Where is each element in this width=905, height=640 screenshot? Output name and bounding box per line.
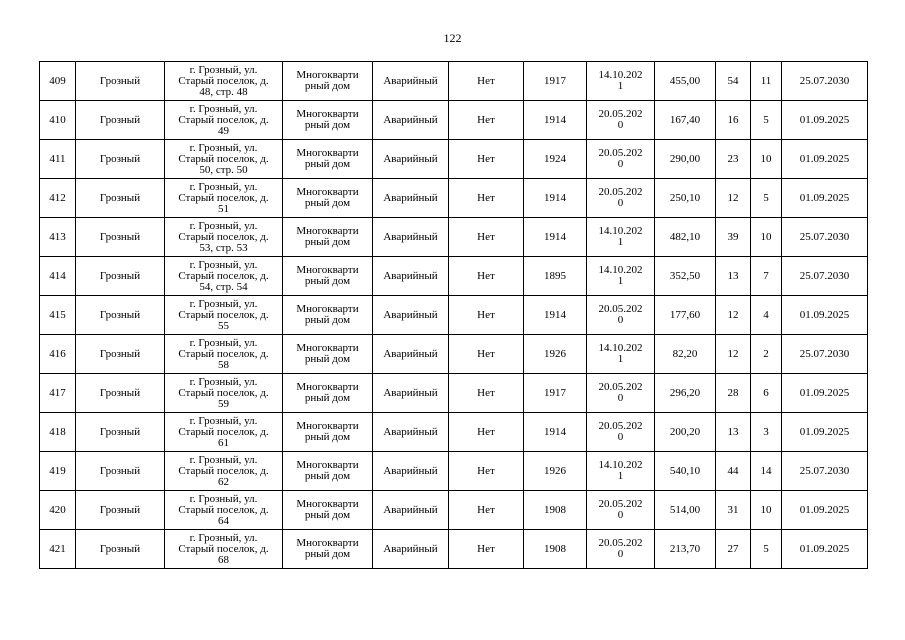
deadline-cell: 25.07.2030 bbox=[782, 257, 868, 296]
area-cell: 352,50 bbox=[655, 257, 716, 296]
table-row bbox=[40, 374, 868, 413]
address-cell-line: Старый поселок, д. bbox=[178, 74, 269, 87]
date-cell-line: 1 bbox=[617, 353, 624, 365]
date-cell-line: 20.05.202 bbox=[598, 381, 643, 393]
flag-cell: Нет bbox=[449, 374, 524, 413]
flag-cell: Нет bbox=[449, 530, 524, 569]
row-number: 418 bbox=[40, 413, 76, 452]
residents-cell: 28 bbox=[716, 374, 751, 413]
address-cell-line: г. Грозный, ул. bbox=[189, 414, 258, 427]
address-cell bbox=[165, 218, 283, 257]
area-cell: 167,40 bbox=[655, 101, 716, 140]
table-row bbox=[40, 218, 868, 257]
row-number: 411 bbox=[40, 140, 76, 179]
building-type-cell-line: Многокварти bbox=[296, 498, 359, 510]
table-row bbox=[40, 335, 868, 374]
date-cell bbox=[587, 218, 655, 257]
building-type-cell-line: Многокварти bbox=[296, 303, 359, 315]
area-cell: 177,60 bbox=[655, 296, 716, 335]
year-cell: 1908 bbox=[524, 491, 587, 530]
table-row bbox=[40, 140, 868, 179]
date-cell bbox=[587, 335, 655, 374]
date-cell-line: 0 bbox=[617, 392, 624, 404]
building-type-cell bbox=[283, 101, 373, 140]
flag-cell: Нет bbox=[449, 179, 524, 218]
building-type-cell bbox=[283, 491, 373, 530]
units-cell: 3 bbox=[751, 413, 782, 452]
units-cell: 11 bbox=[751, 62, 782, 101]
residents-cell: 13 bbox=[716, 257, 751, 296]
area-cell: 455,00 bbox=[655, 62, 716, 101]
status-cell: Аварийный bbox=[373, 257, 449, 296]
building-type-cell bbox=[283, 179, 373, 218]
residents-cell: 12 bbox=[716, 296, 751, 335]
building-type-cell-line: Многокварти bbox=[296, 420, 359, 432]
table-row bbox=[40, 491, 868, 530]
area-cell: 290,00 bbox=[655, 140, 716, 179]
flag-cell: Нет bbox=[449, 452, 524, 491]
building-type-cell bbox=[283, 218, 373, 257]
building-type-cell-line: рный дом bbox=[304, 275, 351, 287]
date-cell-line: 0 bbox=[617, 431, 624, 443]
building-type-cell-line: рный дом bbox=[304, 509, 351, 521]
date-cell-line: 20.05.202 bbox=[598, 498, 643, 510]
date-cell bbox=[587, 62, 655, 101]
building-type-cell bbox=[283, 374, 373, 413]
address-cell-line: Старый поселок, д. bbox=[178, 503, 269, 516]
address-cell bbox=[165, 257, 283, 296]
housing-registry-table bbox=[39, 61, 868, 569]
date-cell-line: 20.05.202 bbox=[598, 303, 643, 315]
address-cell-line: Старый поселок, д. bbox=[178, 425, 269, 438]
city-cell: Грозный bbox=[76, 530, 165, 569]
year-cell: 1917 bbox=[524, 62, 587, 101]
date-cell-line: 0 bbox=[617, 314, 624, 326]
building-type-cell-line: рный дом bbox=[304, 431, 351, 443]
table-row bbox=[40, 101, 868, 140]
building-type-cell bbox=[283, 257, 373, 296]
residents-cell: 31 bbox=[716, 491, 751, 530]
address-cell-line: г. Грозный, ул. bbox=[189, 375, 258, 388]
year-cell: 1914 bbox=[524, 179, 587, 218]
address-cell bbox=[165, 296, 283, 335]
city-cell: Грозный bbox=[76, 179, 165, 218]
deadline-cell: 01.09.2025 bbox=[782, 530, 868, 569]
address-cell bbox=[165, 374, 283, 413]
building-type-cell-line: рный дом bbox=[304, 197, 351, 209]
address-cell bbox=[165, 179, 283, 218]
date-cell-line: 1 bbox=[617, 275, 624, 287]
address-cell bbox=[165, 101, 283, 140]
address-cell-line: Старый поселок, д. bbox=[178, 542, 269, 555]
flag-cell: Нет bbox=[449, 218, 524, 257]
units-cell: 14 bbox=[751, 452, 782, 491]
row-number: 416 bbox=[40, 335, 76, 374]
row-number: 414 bbox=[40, 257, 76, 296]
table-row bbox=[40, 530, 868, 569]
flag-cell: Нет bbox=[449, 101, 524, 140]
status-cell: Аварийный bbox=[373, 491, 449, 530]
status-cell: Аварийный bbox=[373, 62, 449, 101]
date-cell bbox=[587, 296, 655, 335]
address-cell-line: Старый поселок, д. bbox=[178, 191, 269, 204]
row-number: 409 bbox=[40, 62, 76, 101]
address-cell-line: г. Грозный, ул. bbox=[189, 102, 258, 115]
date-cell-line: 1 bbox=[617, 470, 624, 482]
units-cell: 5 bbox=[751, 179, 782, 218]
date-cell-line: 14.10.202 bbox=[598, 459, 643, 471]
address-cell bbox=[165, 491, 283, 530]
deadline-cell: 01.09.2025 bbox=[782, 101, 868, 140]
year-cell: 1914 bbox=[524, 296, 587, 335]
city-cell: Грозный bbox=[76, 257, 165, 296]
area-cell: 482,10 bbox=[655, 218, 716, 257]
date-cell-line: 0 bbox=[617, 158, 624, 170]
building-type-cell-line: рный дом bbox=[304, 548, 351, 560]
area-cell: 213,70 bbox=[655, 530, 716, 569]
address-cell bbox=[165, 140, 283, 179]
date-cell-line: 0 bbox=[617, 197, 624, 209]
units-cell: 10 bbox=[751, 140, 782, 179]
status-cell: Аварийный bbox=[373, 179, 449, 218]
table-row bbox=[40, 413, 868, 452]
deadline-cell: 25.07.2030 bbox=[782, 218, 868, 257]
building-type-cell bbox=[283, 452, 373, 491]
units-cell: 4 bbox=[751, 296, 782, 335]
address-cell-line: 58 bbox=[218, 358, 229, 371]
date-cell bbox=[587, 257, 655, 296]
building-type-cell-line: Многокварти bbox=[296, 264, 359, 276]
row-number: 419 bbox=[40, 452, 76, 491]
deadline-cell: 01.09.2025 bbox=[782, 179, 868, 218]
residents-cell: 44 bbox=[716, 452, 751, 491]
address-cell-line: г. Грозный, ул. bbox=[189, 219, 258, 232]
city-cell: Грозный bbox=[76, 374, 165, 413]
building-type-cell bbox=[283, 140, 373, 179]
date-cell-line: 14.10.202 bbox=[598, 264, 643, 276]
units-cell: 5 bbox=[751, 530, 782, 569]
city-cell: Грозный bbox=[76, 413, 165, 452]
address-cell-line: 62 bbox=[218, 475, 229, 488]
status-cell: Аварийный bbox=[373, 218, 449, 257]
date-cell bbox=[587, 413, 655, 452]
address-cell bbox=[165, 62, 283, 101]
units-cell: 2 bbox=[751, 335, 782, 374]
flag-cell: Нет bbox=[449, 62, 524, 101]
flag-cell: Нет bbox=[449, 296, 524, 335]
building-type-cell-line: рный дом bbox=[304, 119, 351, 131]
table-row bbox=[40, 179, 868, 218]
address-cell-line: г. Грозный, ул. bbox=[189, 453, 258, 466]
flag-cell: Нет bbox=[449, 257, 524, 296]
row-number: 415 bbox=[40, 296, 76, 335]
row-number: 413 bbox=[40, 218, 76, 257]
city-cell: Грозный bbox=[76, 296, 165, 335]
date-cell bbox=[587, 179, 655, 218]
deadline-cell: 25.07.2030 bbox=[782, 452, 868, 491]
city-cell: Грозный bbox=[76, 62, 165, 101]
address-cell-line: 50, стр. 50 bbox=[199, 163, 248, 176]
address-cell-line: 53, стр. 53 bbox=[199, 241, 248, 254]
residents-cell: 16 bbox=[716, 101, 751, 140]
address-cell-line: 64 bbox=[218, 514, 229, 527]
address-cell bbox=[165, 413, 283, 452]
address-cell-line: г. Грозный, ул. bbox=[189, 531, 258, 544]
year-cell: 1926 bbox=[524, 452, 587, 491]
date-cell-line: 20.05.202 bbox=[598, 420, 643, 432]
city-cell: Грозный bbox=[76, 491, 165, 530]
status-cell: Аварийный bbox=[373, 413, 449, 452]
residents-cell: 39 bbox=[716, 218, 751, 257]
date-cell bbox=[587, 452, 655, 491]
building-type-cell-line: рный дом bbox=[304, 158, 351, 170]
address-cell-line: г. Грозный, ул. bbox=[189, 297, 258, 310]
area-cell: 250,10 bbox=[655, 179, 716, 218]
date-cell-line: 20.05.202 bbox=[598, 108, 643, 120]
table-row bbox=[40, 452, 868, 491]
building-type-cell bbox=[283, 296, 373, 335]
year-cell: 1914 bbox=[524, 101, 587, 140]
year-cell: 1908 bbox=[524, 530, 587, 569]
address-cell-line: Старый поселок, д. bbox=[178, 113, 269, 126]
flag-cell: Нет bbox=[449, 491, 524, 530]
address-cell bbox=[165, 452, 283, 491]
page-number: 122 bbox=[443, 31, 462, 45]
units-cell: 7 bbox=[751, 257, 782, 296]
units-cell: 10 bbox=[751, 218, 782, 257]
address-cell-line: 49 bbox=[218, 124, 229, 137]
deadline-cell: 25.07.2030 bbox=[782, 335, 868, 374]
address-cell-line: 48, стр. 48 bbox=[199, 85, 248, 98]
status-cell: Аварийный bbox=[373, 452, 449, 491]
building-type-cell-line: Многокварти bbox=[296, 342, 359, 354]
deadline-cell: 01.09.2025 bbox=[782, 140, 868, 179]
deadline-cell: 01.09.2025 bbox=[782, 374, 868, 413]
city-cell: Грозный bbox=[76, 218, 165, 257]
building-type-cell bbox=[283, 530, 373, 569]
building-type-cell-line: Многокварти bbox=[296, 225, 359, 237]
table-row bbox=[40, 257, 868, 296]
status-cell: Аварийный bbox=[373, 335, 449, 374]
date-cell-line: 14.10.202 bbox=[598, 69, 643, 81]
city-cell: Грозный bbox=[76, 335, 165, 374]
year-cell: 1924 bbox=[524, 140, 587, 179]
flag-cell: Нет bbox=[449, 335, 524, 374]
residents-cell: 12 bbox=[716, 179, 751, 218]
date-cell-line: 20.05.202 bbox=[598, 147, 643, 159]
building-type-cell-line: рный дом bbox=[304, 353, 351, 365]
date-cell-line: 0 bbox=[617, 119, 624, 131]
year-cell: 1914 bbox=[524, 218, 587, 257]
date-cell bbox=[587, 101, 655, 140]
address-cell-line: Старый поселок, д. bbox=[178, 386, 269, 399]
address-cell-line: 51 bbox=[218, 202, 229, 215]
residents-cell: 12 bbox=[716, 335, 751, 374]
building-type-cell-line: рный дом bbox=[304, 314, 351, 326]
building-type-cell-line: Многокварти bbox=[296, 108, 359, 120]
building-type-cell-line: Многокварти bbox=[296, 459, 359, 471]
building-type-cell bbox=[283, 413, 373, 452]
status-cell: Аварийный bbox=[373, 530, 449, 569]
year-cell: 1895 bbox=[524, 257, 587, 296]
year-cell: 1926 bbox=[524, 335, 587, 374]
residents-cell: 23 bbox=[716, 140, 751, 179]
date-cell bbox=[587, 374, 655, 413]
year-cell: 1917 bbox=[524, 374, 587, 413]
address-cell-line: г. Грозный, ул. bbox=[189, 492, 258, 505]
address-cell-line: Старый поселок, д. bbox=[178, 230, 269, 243]
deadline-cell: 01.09.2025 bbox=[782, 296, 868, 335]
address-cell-line: Старый поселок, д. bbox=[178, 308, 269, 321]
address-cell-line: Старый поселок, д. bbox=[178, 152, 269, 165]
units-cell: 10 bbox=[751, 491, 782, 530]
table-row bbox=[40, 62, 868, 101]
row-number: 417 bbox=[40, 374, 76, 413]
units-cell: 5 bbox=[751, 101, 782, 140]
city-cell: Грозный bbox=[76, 101, 165, 140]
building-type-cell-line: рный дом bbox=[304, 80, 351, 92]
address-cell-line: 54, стр. 54 bbox=[199, 280, 248, 293]
building-type-cell-line: Многокварти bbox=[296, 147, 359, 159]
status-cell: Аварийный bbox=[373, 140, 449, 179]
date-cell-line: 20.05.202 bbox=[598, 186, 643, 198]
deadline-cell: 01.09.2025 bbox=[782, 413, 868, 452]
date-cell-line: 14.10.202 bbox=[598, 342, 643, 354]
date-cell-line: 14.10.202 bbox=[598, 225, 643, 237]
building-type-cell-line: Многокварти bbox=[296, 69, 359, 81]
flag-cell: Нет bbox=[449, 413, 524, 452]
area-cell: 514,00 bbox=[655, 491, 716, 530]
table-row bbox=[40, 296, 868, 335]
address-cell-line: г. Грозный, ул. bbox=[189, 141, 258, 154]
units-cell: 6 bbox=[751, 374, 782, 413]
city-cell: Грозный bbox=[76, 140, 165, 179]
building-type-cell-line: рный дом bbox=[304, 470, 351, 482]
date-cell-line: 0 bbox=[617, 509, 624, 521]
row-number: 421 bbox=[40, 530, 76, 569]
date-cell bbox=[587, 140, 655, 179]
area-cell: 540,10 bbox=[655, 452, 716, 491]
area-cell: 296,20 bbox=[655, 374, 716, 413]
area-cell: 82,20 bbox=[655, 335, 716, 374]
building-type-cell bbox=[283, 62, 373, 101]
status-cell: Аварийный bbox=[373, 101, 449, 140]
address-cell bbox=[165, 530, 283, 569]
deadline-cell: 01.09.2025 bbox=[782, 491, 868, 530]
building-type-cell bbox=[283, 335, 373, 374]
building-type-cell-line: рный дом bbox=[304, 236, 351, 248]
date-cell-line: 20.05.202 bbox=[598, 537, 643, 549]
date-cell-line: 1 bbox=[617, 80, 624, 92]
building-type-cell-line: Многокварти bbox=[296, 381, 359, 393]
address-cell-line: г. Грозный, ул. bbox=[189, 336, 258, 349]
status-cell: Аварийный bbox=[373, 296, 449, 335]
address-cell-line: 59 bbox=[218, 397, 229, 410]
building-type-cell-line: Многокварти bbox=[296, 537, 359, 549]
building-type-cell-line: Многокварти bbox=[296, 186, 359, 198]
year-cell: 1914 bbox=[524, 413, 587, 452]
address-cell bbox=[165, 335, 283, 374]
residents-cell: 27 bbox=[716, 530, 751, 569]
address-cell-line: 68 bbox=[218, 553, 229, 566]
area-cell: 200,20 bbox=[655, 413, 716, 452]
flag-cell: Нет bbox=[449, 140, 524, 179]
address-cell-line: г. Грозный, ул. bbox=[189, 180, 258, 193]
date-cell bbox=[587, 491, 655, 530]
address-cell-line: 55 bbox=[218, 319, 229, 332]
residents-cell: 13 bbox=[716, 413, 751, 452]
date-cell-line: 0 bbox=[617, 548, 624, 560]
row-number: 420 bbox=[40, 491, 76, 530]
deadline-cell: 25.07.2030 bbox=[782, 62, 868, 101]
address-cell-line: г. Грозный, ул. bbox=[189, 258, 258, 271]
city-cell: Грозный bbox=[76, 452, 165, 491]
address-cell-line: Старый поселок, д. bbox=[178, 347, 269, 360]
address-cell-line: Старый поселок, д. bbox=[178, 269, 269, 282]
address-cell-line: Старый поселок, д. bbox=[178, 464, 269, 477]
row-number: 412 bbox=[40, 179, 76, 218]
status-cell: Аварийный bbox=[373, 374, 449, 413]
residents-cell: 54 bbox=[716, 62, 751, 101]
address-cell-line: г. Грозный, ул. bbox=[189, 63, 258, 76]
date-cell-line: 1 bbox=[617, 236, 624, 248]
address-cell-line: 61 bbox=[218, 436, 229, 449]
building-type-cell-line: рный дом bbox=[304, 392, 351, 404]
date-cell bbox=[587, 530, 655, 569]
row-number: 410 bbox=[40, 101, 76, 140]
